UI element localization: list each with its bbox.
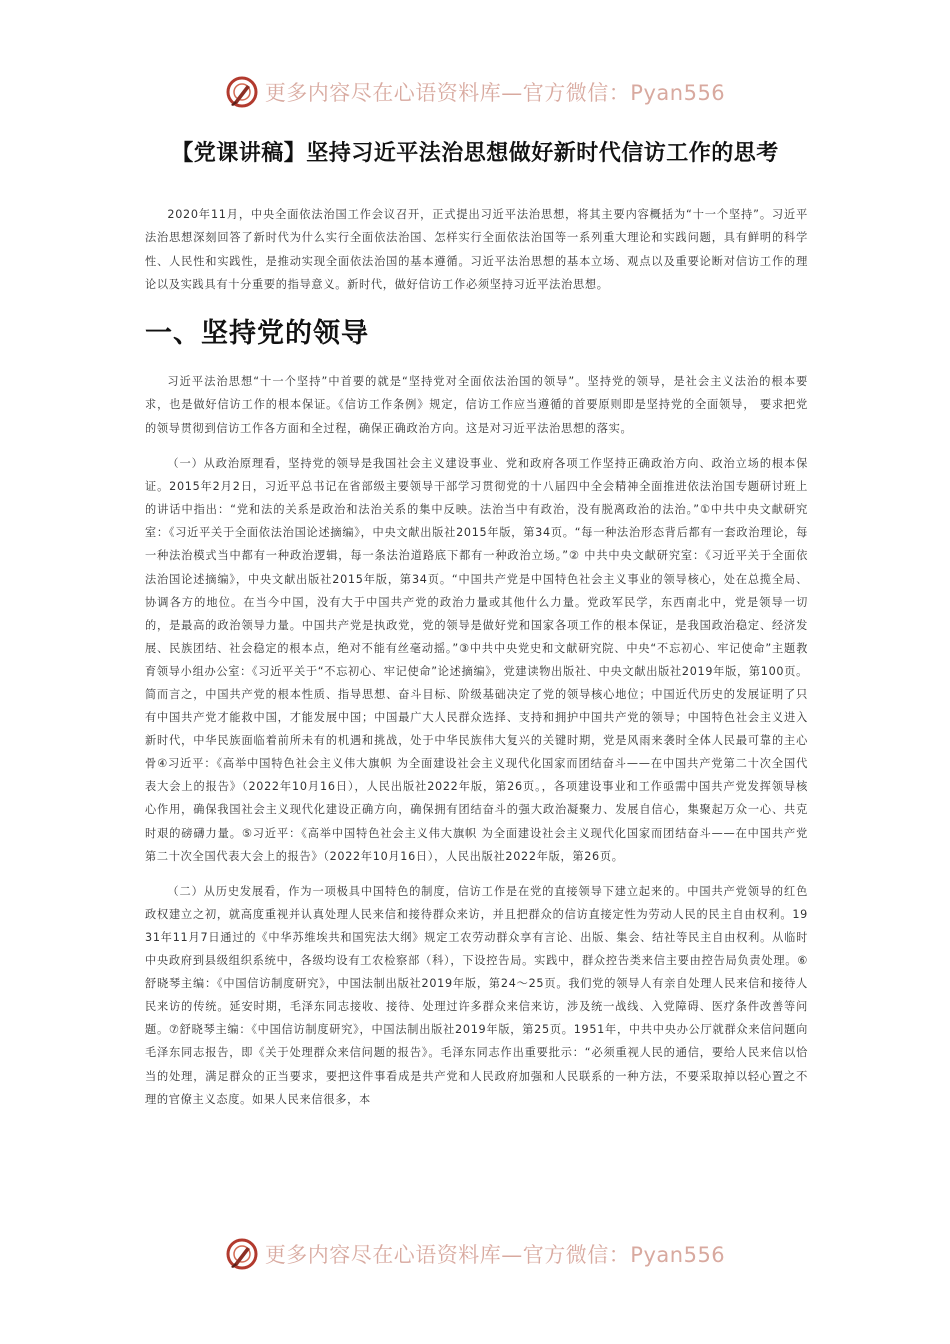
watermark-text: 更多内容尽在心语资料库—官方微信：Pyan556 [264, 1243, 726, 1267]
page-title: 【党课讲稿】坚持习近平法治思想做好新时代信访工作的思考 [171, 141, 779, 166]
intro-paragraph: 2020年11月，中央全面依法治国工作会议召开，正式提出习近平法治思想，将其主要内容概括为“十一个坚持”。习近平法治思想深刻回答了新时代为什么实行全面依法治国、怎样实行全面依法治国等一系列重大理论和实践问题，具有鲜明的科学性、人民性和实践性，是推动实现全面依法治国的基本遵循。习近平法治思想的基本立场、观点以及重要论断对信访工作的理论以及实践具有十分重要的指导意义。新时代，做好信访工作必须坚持习近平法治思想。 [145, 208, 808, 291]
watermark-text: 更多内容尽在心语资料库—官方微信：Pyan556 [264, 81, 726, 105]
body-paragraph: （一）从政治原理看，坚持党的领导是我国社会主义建设事业、党和政府各项工作坚持正确政治方向、政治立场的根本保证。2015年2月2日，习近平总书记在省部级主要领导干部学习贯彻党的十八届四中全会精神全面推进依法治国专题研讨班上的讲话中指出：“党和法的关系是政治和法治关系的集中反映。法治当中有政治，没有脱离政治的法治。”①中共中央文献研究室：《习近平关于全面依法治国论述摘编》，中央文献出版社2015年版，第34页。“每一种法治形态背后都有一套政治理论，每一种法治模式当中都有一种政治逻辑，每一条法治道路底下都有一种政治立场。”② 中共中央文献研究室：《习近平关于全面依法治国论述摘编》，中央文献出版社2015年版，第34页。“中国共产党是中国特色社会主义事业的领导核心，处在总揽全局、协调各方的地位。在当今中国，没有大于中国共产党的政治力量或其他什么力量。党政军民学，东西南北中，党是领导一切的，是最高的政治领导力量。中国共产党是执政党，党的领导是做好党和国家各项工作的根本保证，是我国政治稳定、经济发展、民族团结、社会稳定的根本点，绝对不能有丝毫动摇。”③中共中央党史和文献研究院、中央“不忘初心、牢记使命”主题教育领导小组办公室：《习近平关于“不忘初心、牢记使命”论述摘编》，党建读物出版社、中央文献出版社2019年版，第100页。简而言之，中国共产党的根本性质、指导思想、奋斗目标、阶级基础决定了党的领导核心地位；中国近代历史的发展证明了只有中国共产党才能救中国，才能发展中国；中国最广大人民群众选择、支持和拥护中国共产党的领导；中国特色社会主义进入新时代，中华民族面临着前所未有的机遇和挑战，处于中华民族伟大复兴的关键时期，党是风雨来袭时全体人民最可靠的主心骨④习近平：《高举中国特色社会主义伟大旗帜 为全面建设社会主义现代化国家而团结奋斗——在中国共产党第二十次全国代表大会上的报告》（2022年10月16日），人民出版社2022年版，第26页。，各项建设事业和工作亟需中国共产党发挥领导核心作用，确保我国社会主义现代化建设正确方向，确保拥有团结奋斗的强大政治凝聚力、发展自信心，集聚起万众一心、共克时艰的磅礴力量。⑤习近平：《高举中国特色社会主义伟大旗帜 为全面建设社会主义现代化国家而团结奋斗——在中国共产党第二十次全国代表大会上的报告》（2022年10月16日），人民出版社2022年版，第26页。 [145, 457, 808, 863]
body-paragraph: 习近平法治思想“十一个坚持”中首要的就是“坚持党对全面依法治国的领导”。坚持党的领导，是社会主义法治的根本要求，也是做好信访工作的根本保证。《信访工作条例》规定，信访工作应当遵循的首要原则即是坚持党的全面领导， 要求把党的领导贯彻到信访工作各方面和全过程，确保正确政治方向。这是对习近平法治思想的落实。 [145, 375, 808, 435]
seal-logo-icon [225, 75, 259, 109]
header-watermark-banner [0, 72, 950, 112]
document-body [145, 203, 808, 1123]
section-heading: 一、坚持党的领导 [145, 318, 369, 350]
body-paragraph: （二）从历史发展看，作为一项极具中国特色的制度，信访工作是在党的直接领导下建立起来的。中国共产党领导的红色政权建立之初，就高度重视并认真处理人民来信和接待群众来访，并且把群众的信访直接定性为劳动人民的民主自由权利。1931年11月7日通过的《中华苏维埃共和国宪法大纲》规定工农劳动群众享有言论、出版、集会、结社等民主自由权利。从临时中央政府到县级组织系统中，各级均设有工农检察部（科），下设控告局。实践中，群众控告类来信主要由控告局负责处理。⑥舒晓琴主编：《中国信访制度研究》，中国法制出版社2019年版，第24～25页。我们党的领导人有亲自处理人民来信和接待人民来访的传统。延安时期，毛泽东同志接收、接待、处理过许多群众来信来访，涉及统一战线、入党障碍、医疗条件改善等问题。⑦舒晓琴主编：《中国信访制度研究》，中国法制出版社2019年版，第25页。1951年，中共中央办公厅就群众来信问题向毛泽东同志报告，即《关于处理群众来信问题的报告》。毛泽东同志作出重要批示：“必须重视人民的通信，要给人民来信以恰当的处理，满足群众的正当要求，要把这件事看成是共产党和人民政府加强和人民联系的一种方法，不要采取掉以轻心置之不理的官僚主义态度。如果人民来信很多，本 [145, 884, 808, 1106]
seal-logo-icon [225, 1237, 259, 1271]
footer-watermark-banner [0, 1234, 950, 1274]
